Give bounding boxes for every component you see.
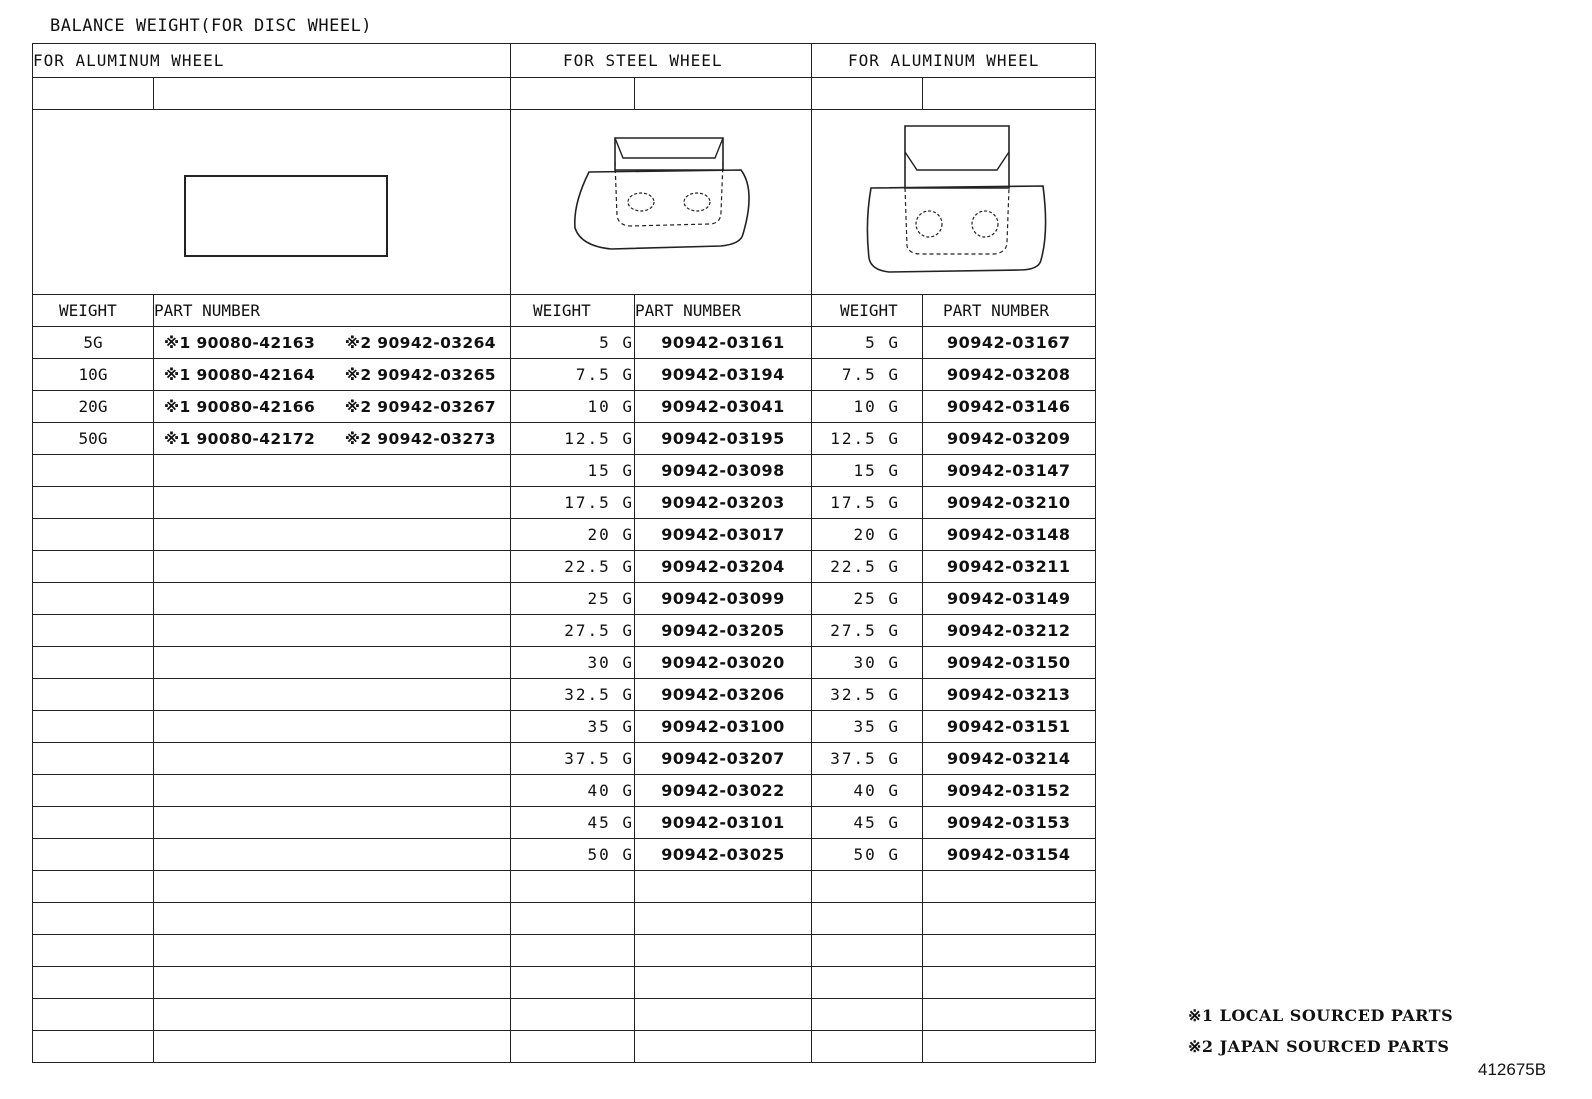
table-row [33, 839, 1096, 871]
empty-cell [511, 1031, 635, 1063]
empty-cell [923, 999, 1096, 1031]
empty-cell [635, 935, 812, 967]
reference-number: 412675B [1478, 1060, 1547, 1079]
steel-part-number-cell: 90942-03099 [635, 583, 812, 615]
steel-weight-cell: 37.5 G [511, 743, 635, 775]
empty-cell [154, 679, 511, 711]
empty-cell [635, 999, 812, 1031]
empty-cell [33, 615, 154, 647]
left-weight-cell: 50G [33, 423, 154, 455]
steel-part-number-cell: 90942-03025 [635, 839, 812, 871]
local-part-number: ※1 90080-42163 [164, 333, 316, 352]
column-header-part-number-left: PART NUMBER [154, 295, 511, 327]
empty-cell [154, 487, 511, 519]
table-row [33, 871, 1096, 903]
empty-cell [33, 871, 154, 903]
left-weight-cell: 5G [33, 327, 154, 359]
column-header-weight-steel: WEIGHT [511, 295, 635, 327]
empty-cell [812, 1031, 923, 1063]
steel-weight-cell: 50 G [511, 839, 635, 871]
column-header-part-number-steel: PART NUMBER [635, 295, 812, 327]
steel-part-number-cell: 90942-03017 [635, 519, 812, 551]
empty-cell [635, 1031, 812, 1063]
balance-weight-table [32, 43, 1096, 1063]
aluminum-part-number-cell: 90942-03154 [923, 839, 1096, 871]
aluminum-weight-cell: 10 G [812, 391, 923, 423]
section-header-aluminum-right: FOR ALUMINUM WHEEL [812, 44, 1096, 78]
table-row [33, 999, 1096, 1031]
empty-cell [923, 903, 1096, 935]
empty-cell [511, 967, 635, 999]
left-part-number-cell [154, 327, 511, 359]
aluminum-part-number-cell: 90942-03152 [923, 775, 1096, 807]
empty-cell [154, 807, 511, 839]
steel-weight-cell: 25 G [511, 583, 635, 615]
blank-row [33, 78, 1096, 110]
steel-part-number-cell: 90942-03194 [635, 359, 812, 391]
aluminum-part-number-cell: 90942-03150 [923, 647, 1096, 679]
aluminum-weight-cell: 12.5 G [812, 423, 923, 455]
empty-cell [812, 935, 923, 967]
empty-cell [923, 871, 1096, 903]
local-part-number: ※1 90080-42172 [164, 429, 316, 448]
empty-cell [812, 967, 923, 999]
column-header-part-number-aluminum: PART NUMBER [923, 295, 1096, 327]
left-part-number-cell [154, 423, 511, 455]
japan-part-number: ※2 90942-03267 [344, 397, 496, 416]
aluminum-part-number-cell: 90942-03210 [923, 487, 1096, 519]
steel-part-number-cell: 90942-03100 [635, 711, 812, 743]
aluminum-part-number-cell: 90942-03146 [923, 391, 1096, 423]
steel-weight-cell: 7.5 G [511, 359, 635, 391]
steel-part-number-cell: 90942-03101 [635, 807, 812, 839]
aluminum-clip-weight-illustration [812, 110, 1096, 295]
empty-cell [154, 871, 511, 903]
empty-cell [33, 455, 154, 487]
steel-part-number-cell: 90942-03204 [635, 551, 812, 583]
steel-weight-cell: 22.5 G [511, 551, 635, 583]
japan-part-number: ※2 90942-03265 [344, 365, 496, 384]
steel-weight-cell: 45 G [511, 807, 635, 839]
empty-cell [154, 455, 511, 487]
steel-part-number-cell: 90942-03020 [635, 647, 812, 679]
empty-cell [923, 935, 1096, 967]
steel-weight-cell: 15 G [511, 455, 635, 487]
steel-weight-cell: 12.5 G [511, 423, 635, 455]
steel-part-number-cell: 90942-03161 [635, 327, 812, 359]
empty-cell [635, 903, 812, 935]
empty-cell [33, 679, 154, 711]
steel-weight-cell: 40 G [511, 775, 635, 807]
steel-part-number-cell: 90942-03098 [635, 455, 812, 487]
aluminum-weight-cell: 27.5 G [812, 615, 923, 647]
empty-cell [511, 999, 635, 1031]
aluminum-part-number-cell: 90942-03213 [923, 679, 1096, 711]
steel-weight-cell: 32.5 G [511, 679, 635, 711]
footnotes [1188, 1000, 1453, 1062]
empty-cell [154, 839, 511, 871]
empty-cell [154, 1031, 511, 1063]
empty-cell [33, 775, 154, 807]
aluminum-weight-cell: 50 G [812, 839, 923, 871]
empty-cell [33, 487, 154, 519]
aluminum-part-number-cell: 90942-03167 [923, 327, 1096, 359]
aluminum-stick-on-weight-illustration [33, 110, 511, 295]
local-part-number: ※1 90080-42166 [164, 397, 316, 416]
steel-weight-cell: 27.5 G [511, 615, 635, 647]
left-part-number-cell [154, 391, 511, 423]
table-row [33, 423, 1096, 455]
empty-cell [33, 807, 154, 839]
left-weight-cell: 20G [33, 391, 154, 423]
column-header-weight-aluminum: WEIGHT [812, 295, 923, 327]
empty-cell [154, 519, 511, 551]
left-part-number-cell [154, 359, 511, 391]
empty-cell [923, 1031, 1096, 1063]
empty-cell [923, 967, 1096, 999]
table-row [33, 679, 1096, 711]
steel-weight-cell: 20 G [511, 519, 635, 551]
aluminum-weight-cell: 35 G [812, 711, 923, 743]
empty-cell [812, 999, 923, 1031]
empty-cell [154, 743, 511, 775]
table-row [33, 551, 1096, 583]
empty-cell [33, 647, 154, 679]
steel-part-number-cell: 90942-03022 [635, 775, 812, 807]
aluminum-weight-cell: 40 G [812, 775, 923, 807]
aluminum-weight-cell: 15 G [812, 455, 923, 487]
empty-cell [154, 711, 511, 743]
steel-weight-cell: 10 G [511, 391, 635, 423]
table-row [33, 1031, 1096, 1063]
steel-part-number-cell: 90942-03195 [635, 423, 812, 455]
steel-weight-cell: 35 G [511, 711, 635, 743]
steel-part-number-cell: 90942-03041 [635, 391, 812, 423]
aluminum-weight-cell: 32.5 G [812, 679, 923, 711]
empty-cell [33, 711, 154, 743]
japan-part-number: ※2 90942-03264 [344, 333, 496, 352]
left-weight-cell: 10G [33, 359, 154, 391]
footnote-1: ※1 LOCAL SOURCED PARTS [1188, 1006, 1454, 1025]
table-row [33, 743, 1096, 775]
aluminum-weight-cell: 22.5 G [812, 551, 923, 583]
table-row [33, 583, 1096, 615]
empty-cell [154, 775, 511, 807]
empty-cell [511, 935, 635, 967]
table-row [33, 455, 1096, 487]
column-header-weight-left: WEIGHT [33, 295, 154, 327]
aluminum-part-number-cell: 90942-03148 [923, 519, 1096, 551]
section-header-aluminum-left: FOR ALUMINUM WHEEL [33, 44, 511, 78]
aluminum-part-number-cell: 90942-03211 [923, 551, 1096, 583]
table-row [33, 775, 1096, 807]
aluminum-weight-cell: 45 G [812, 807, 923, 839]
section-header-steel: FOR STEEL WHEEL [511, 44, 812, 78]
steel-part-number-cell: 90942-03203 [635, 487, 812, 519]
table-row [33, 647, 1096, 679]
empty-cell [635, 967, 812, 999]
empty-cell [33, 1031, 154, 1063]
empty-cell [154, 967, 511, 999]
empty-cell [33, 583, 154, 615]
steel-clip-weight-illustration [511, 110, 812, 295]
table-row [33, 967, 1096, 999]
aluminum-weight-cell: 37.5 G [812, 743, 923, 775]
empty-cell [812, 903, 923, 935]
empty-cell [33, 743, 154, 775]
steel-part-number-cell: 90942-03205 [635, 615, 812, 647]
empty-cell [154, 551, 511, 583]
table-row [33, 615, 1096, 647]
footnote-2: ※2 JAPAN SOURCED PARTS [1188, 1037, 1450, 1056]
aluminum-part-number-cell: 90942-03208 [923, 359, 1096, 391]
table-row [33, 519, 1096, 551]
aluminum-part-number-cell: 90942-03209 [923, 423, 1096, 455]
aluminum-part-number-cell: 90942-03212 [923, 615, 1096, 647]
steel-weight-cell: 5 G [511, 327, 635, 359]
aluminum-weight-cell: 30 G [812, 647, 923, 679]
steel-weight-cell: 30 G [511, 647, 635, 679]
table-row [33, 487, 1096, 519]
aluminum-part-number-cell: 90942-03214 [923, 743, 1096, 775]
empty-cell [154, 999, 511, 1031]
empty-cell [154, 935, 511, 967]
empty-cell [511, 903, 635, 935]
aluminum-weight-cell: 20 G [812, 519, 923, 551]
table-row [33, 327, 1096, 359]
empty-cell [154, 583, 511, 615]
table-row [33, 359, 1096, 391]
empty-cell [635, 871, 812, 903]
aluminum-weight-cell: 17.5 G [812, 487, 923, 519]
aluminum-part-number-cell: 90942-03149 [923, 583, 1096, 615]
steel-part-number-cell: 90942-03207 [635, 743, 812, 775]
empty-cell [33, 839, 154, 871]
table-row [33, 711, 1096, 743]
empty-cell [33, 999, 154, 1031]
local-part-number: ※1 90080-42164 [164, 365, 316, 384]
empty-cell [154, 903, 511, 935]
empty-cell [33, 935, 154, 967]
japan-part-number: ※2 90942-03273 [344, 429, 496, 448]
empty-cell [33, 519, 154, 551]
aluminum-part-number-cell: 90942-03153 [923, 807, 1096, 839]
aluminum-weight-cell: 5 G [812, 327, 923, 359]
table-row [33, 903, 1096, 935]
steel-part-number-cell: 90942-03206 [635, 679, 812, 711]
page-title: BALANCE WEIGHT(FOR DISC WHEEL) [50, 16, 373, 36]
empty-cell [33, 551, 154, 583]
aluminum-part-number-cell: 90942-03147 [923, 455, 1096, 487]
empty-cell [33, 903, 154, 935]
table-row [33, 807, 1096, 839]
empty-cell [154, 647, 511, 679]
empty-cell [511, 871, 635, 903]
steel-weight-cell: 17.5 G [511, 487, 635, 519]
aluminum-weight-cell: 25 G [812, 583, 923, 615]
aluminum-weight-cell: 7.5 G [812, 359, 923, 391]
empty-cell [812, 871, 923, 903]
empty-cell [33, 967, 154, 999]
empty-cell [154, 615, 511, 647]
table-row [33, 935, 1096, 967]
table-row [33, 391, 1096, 423]
aluminum-part-number-cell: 90942-03151 [923, 711, 1096, 743]
